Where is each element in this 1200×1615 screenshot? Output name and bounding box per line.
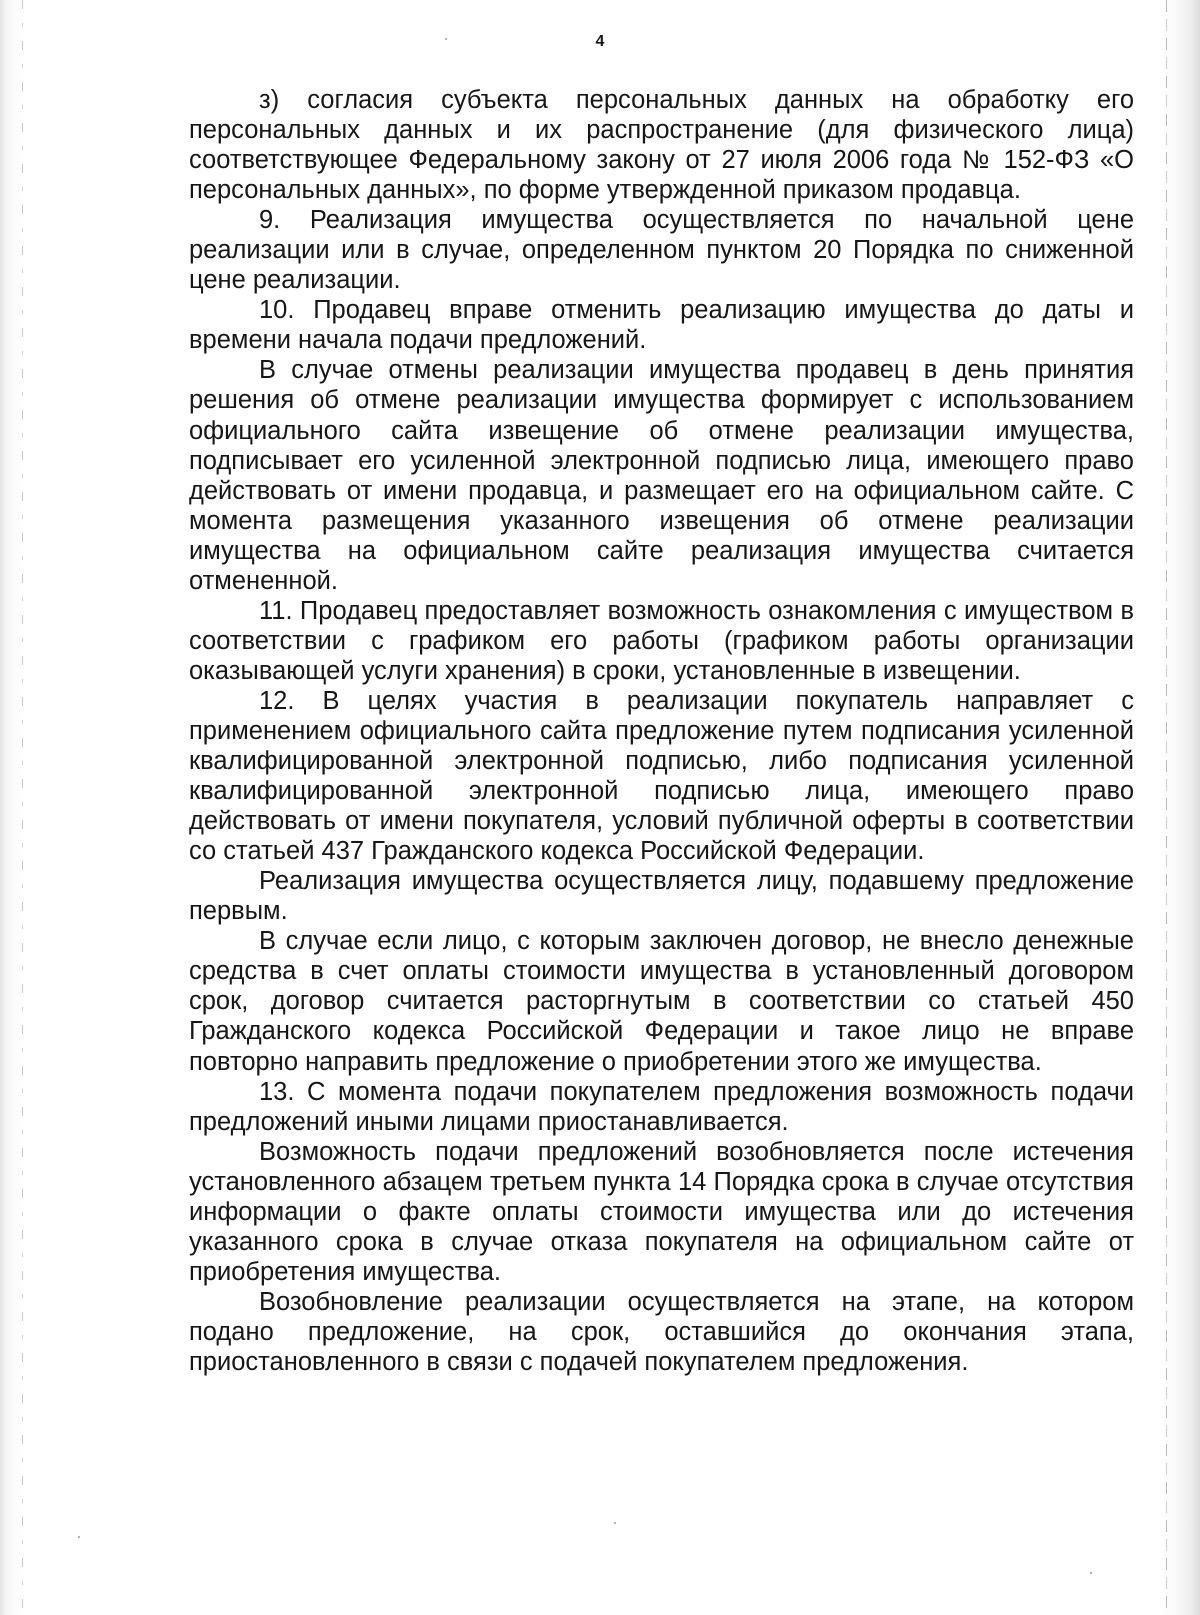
paragraph-consent-personal-data: з) согласия субъекта персональных данных на обработку его персональных данных и их распространение (для физического лица) соответствующее Федеральному закону от 27 июля 2006 года № 152-ФЗ «О персональных данных», по форме утвержденной приказом продавца. [189, 86, 1134, 205]
paragraph-item-11: 11. Продавец предоставляет возможность ознакомления с имуществом в соответствии с графиком его работы (графиком работы организации оказывающей услуги хранения) в сроки, установленные в извещении. [189, 596, 1134, 685]
paragraph-resumption-conditions: Возможность подачи предложений возобновляется после истечения установленного абзацем третьем пункта 14 Порядка срока в случае отсутствия информации о факте оплаты стоимости имущества или до истечения указанного срока в случае отказа покупателя на официальном сайте от приобретения имущества. [189, 1137, 1134, 1286]
scan-edge-right [1160, 0, 1200, 1615]
paragraph-resumption-stage: Возобновление реализации осуществляется на этапе, на котором подано предложение, на срок, оставшийся до окончания этапа, приостановленного в связи с подачей покупателем предложения. [189, 1287, 1134, 1376]
page-number: 4 [595, 33, 605, 50]
paragraph-contract-terminated: В случае если лицо, с которым заключен договор, не внесло денежные средства в счет оплаты стоимости имущества в установленный договором срок, договор считается расторгнутым в соответствии со статьей 450 Гражданского кодекса Российской Федерации и такое лицо не вправе повторно направить предложение о приобретении этого же имущества. [189, 927, 1134, 1076]
scan-speck [614, 1522, 616, 1524]
paragraph-item-12: 12. В целях участия в реализации покупатель направляет с применением официального сайта предложение путем подписания усиленной квалифицированной электронной подписью, либо подписания усиленной квалифицированной электронной подписью лица, имеющего право действовать от имени покупателя, условий публичной оферты в соответствии со статьей 437 Гражданского кодекса Российской Федерации. [189, 686, 1134, 866]
paragraph-first-offer: Реализация имущества осуществляется лицу, подавшему предложение первым. [189, 867, 1134, 926]
scan-speck [78, 1536, 80, 1538]
scan-speck [1090, 1572, 1092, 1574]
paragraph-cancellation: В случае отмены реализации имущества продавец в день принятия решения об отмене реализации имущества формирует с использованием официального сайта извещение об отмене реализации имущества, подписывает его усиленной электронной подписью лица, имеющего право действовать от имени продавца, и размещает его на официальном сайте. С момента размещения указанного извещения об отмене реализации имущества на официальном сайте реализация имущества считается отмененной. [189, 356, 1134, 595]
paragraph-item-13: 13. С момента подачи покупателем предложения возможность подачи предложений иными лицами приостанавливается. [189, 1077, 1134, 1136]
scan-edge-left [0, 0, 26, 1615]
document-body [189, 85, 1134, 1377]
paragraph-item-9: 9. Реализация имущества осуществляется по начальной цене реализации или в случае, определенном пунктом 20 Порядка по сниженной цене реализации. [189, 206, 1134, 295]
paragraph-item-10: 10. Продавец вправе отменить реализацию имущества до даты и времени начала подачи предложений. [189, 296, 1134, 355]
